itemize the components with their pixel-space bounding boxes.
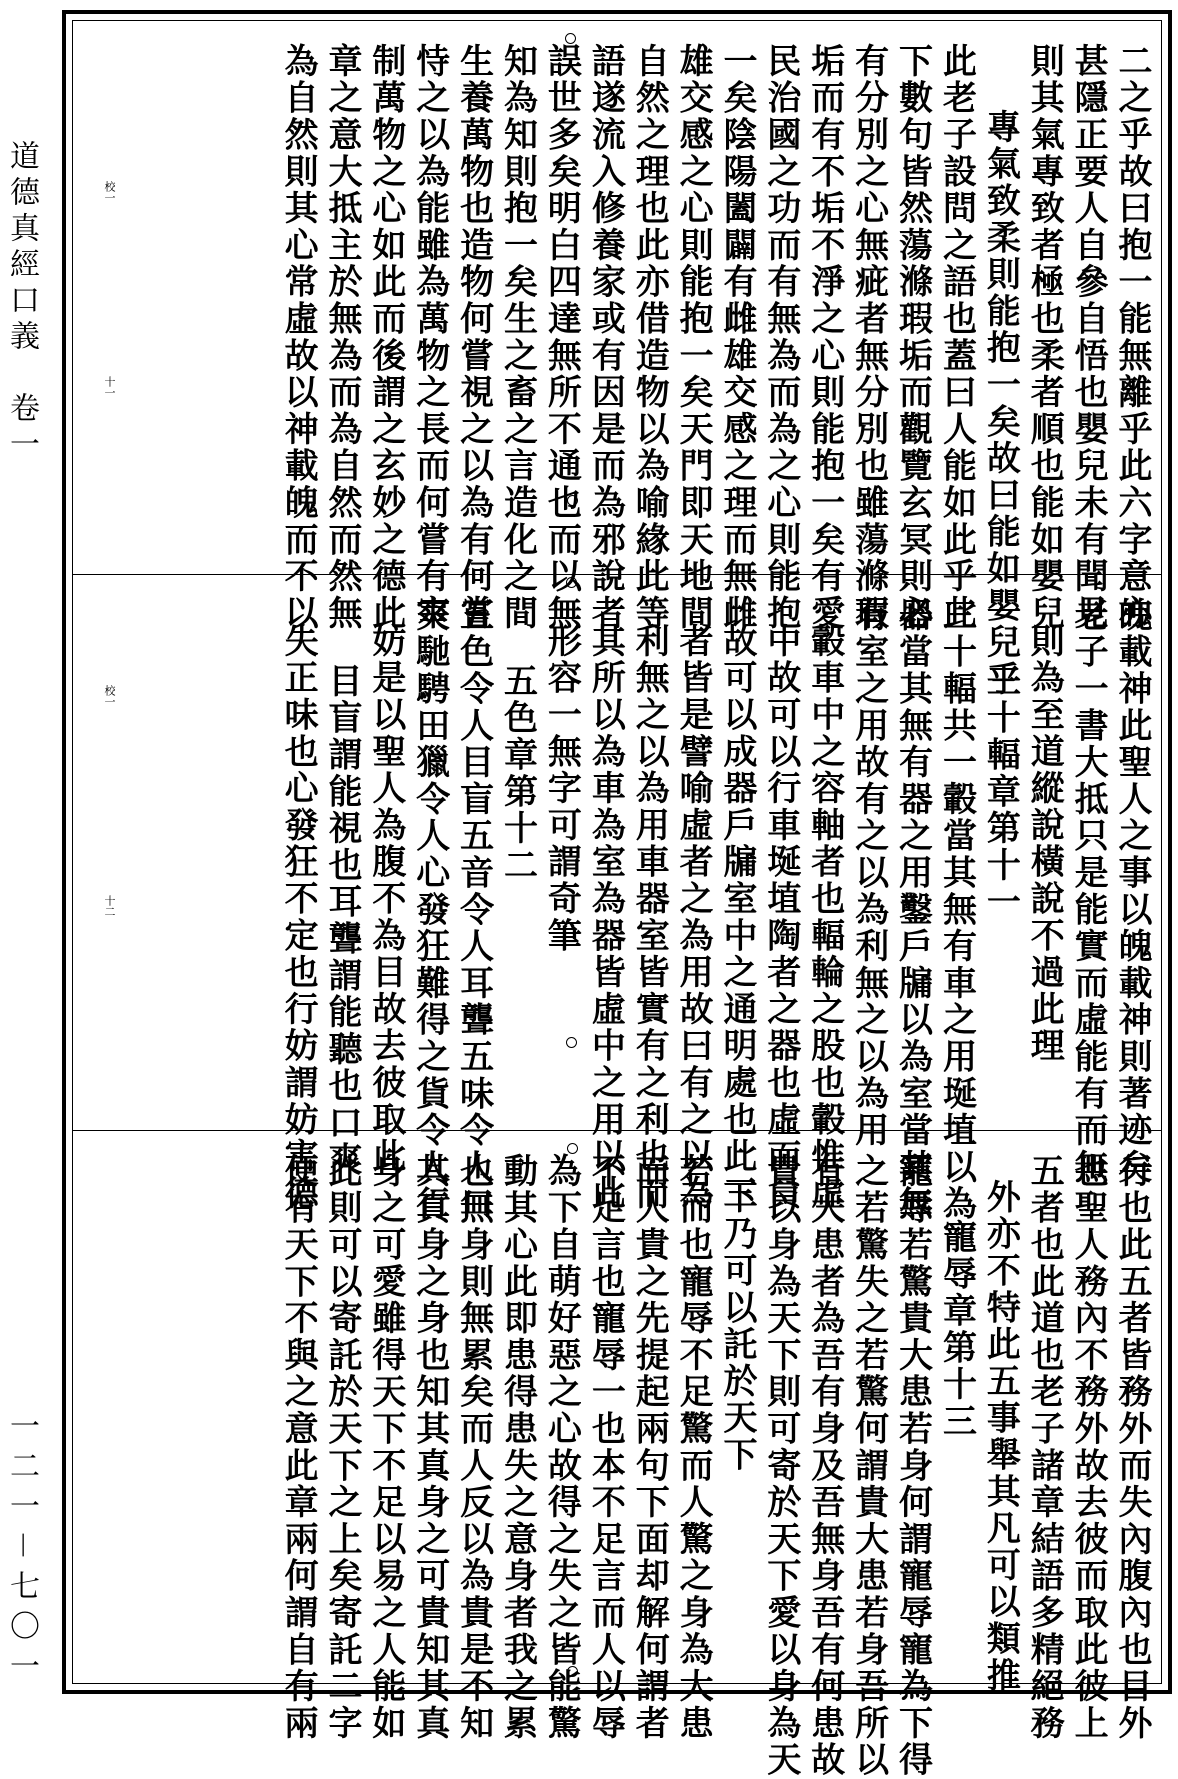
text-column: [495, 1145, 539, 1742]
punctuation-circle: [567, 1666, 578, 1677]
column-text: 則為至道縱說橫說不過此理: [1024, 623, 1065, 1065]
column-text: 形容一無字可謂奇筆: [541, 623, 582, 955]
text-column: [802, 589, 846, 1212]
column-text: 知為知則抱一矣生之畜之言造化之間: [497, 43, 538, 632]
column-text: 其真身之身也知其真身之可貴知其真: [409, 1153, 450, 1742]
column-text: 五色令人目盲五音令人耳聾五味令人口: [453, 597, 494, 1223]
column-text: 不足言也寵辱一也本不足言而人以辱: [585, 1153, 626, 1742]
text-column: [1109, 1145, 1153, 1742]
column-text: 便有天下不與之意此章兩何謂自有兩: [278, 1153, 319, 1742]
text-column: [275, 1145, 319, 1742]
text-column: [890, 589, 934, 1223]
column-text: 行也此五者皆務外而失內腹內也目外: [1112, 1153, 1152, 1742]
column-text: 二之乎故曰抱一能無離乎此六字意亦: [1112, 43, 1152, 632]
column-text: 語遂流入修養家或有因是而為邪說者: [585, 43, 626, 632]
column-text: 生養萬物也造物何嘗視之以為有何嘗: [453, 43, 494, 632]
text-column: [363, 1145, 407, 1742]
page-frame: [62, 10, 1172, 1779]
column-text: 老子一書大抵只是能實而虛能有而無: [1068, 597, 1109, 1186]
column-text: 誤世多矣明白四達無所不通也而以無: [541, 43, 582, 632]
column-text: 器當其無有器之用鑿戶牖以為室當其無: [892, 597, 933, 1223]
column-text: 寵辱章第十三: [936, 1219, 977, 1440]
text-column: [934, 1145, 978, 1677]
punctuation-circle: [566, 577, 577, 588]
text-column: [1065, 35, 1109, 632]
text-column: [539, 1145, 583, 1742]
text-column: [319, 589, 363, 1179]
column-group: [275, 1145, 1153, 1779]
punctuation-circle: [567, 1143, 578, 1154]
column-text: 利無之以為用車器室皆實有之利也而: [629, 623, 670, 1212]
text-column: [407, 589, 451, 1223]
page-number-margin: 一二一－七〇一: [4, 1410, 39, 1690]
column-text: 下數句皆然蕩滌瑕垢而觀覽玄冥則必: [892, 43, 933, 632]
column-text: 之若驚失之若驚何謂貴大患若身吾所以: [848, 1153, 889, 1779]
column-text: 有分別之心無疵者無分別也雖蕩滌瑕: [848, 43, 889, 632]
text-column: [451, 35, 495, 632]
text-column: [758, 35, 802, 632]
column-text: 三十輻共一轂當其無有車之用埏埴以為: [936, 597, 977, 1223]
column-text: 垢而有不垢不淨之心則能抱一矣有愛: [804, 43, 845, 632]
column-group: [275, 35, 1153, 698]
text-column: [407, 35, 451, 632]
column-text: 貴以身為天下則可寄於天下愛以身為天: [760, 1153, 801, 1779]
text-column: [1109, 589, 1153, 1186]
folio-mark: 校一: [103, 181, 116, 203]
text-column: [977, 35, 1021, 698]
punctuation-circle: [565, 33, 576, 44]
text-column: [934, 589, 978, 1223]
column-text: 其所以為車為室為器皆虛中之用以此: [585, 623, 626, 1212]
text-column: [582, 35, 626, 632]
punctuation-circle: [566, 1037, 577, 1048]
column-text: 動其心此即患得患失之意身者我之累: [497, 1153, 538, 1742]
text-column: [670, 35, 714, 632]
text-column: [363, 35, 407, 632]
column-text: 五者也此道也老子諸章結語多精絕務: [1024, 1153, 1065, 1742]
text-column: [934, 35, 978, 632]
column-text: 甚隱正要人自參自悟也嬰兒未有聞見: [1068, 43, 1109, 632]
column-text: 自然之理也此亦借造物以為喻緣此等: [629, 43, 670, 632]
text-column: [890, 1145, 934, 1779]
column-text: 一矣陰陽闔闢有雌雄交感之理而無雌: [716, 43, 757, 632]
text-band: [73, 574, 1161, 1223]
text-column: [626, 35, 670, 632]
text-column: [758, 589, 802, 1212]
text-column: [407, 1145, 451, 1742]
text-column: [539, 35, 583, 632]
text-block: [72, 20, 1162, 1779]
column-text: 五色章第十二: [497, 663, 538, 884]
book-title-margin: 道德真經口義 卷一: [4, 140, 39, 464]
text-column: [670, 1145, 714, 1742]
folio-mark: 十二: [103, 895, 116, 917]
column-text: 若而也寵辱不足驚而人驚之身為大患: [673, 1153, 714, 1742]
column-text: 此則可以寄託於天下之上矣寄託二字: [321, 1153, 362, 1742]
column-text: 章之意大抵主於無為而為自然而然無: [321, 43, 362, 632]
folio-mark: 十一: [103, 376, 116, 398]
column-text: 恃之以為能雖為萬物之長而何嘗有宰: [409, 43, 450, 632]
text-column: [802, 1145, 846, 1779]
text-column: [1065, 589, 1109, 1186]
text-band: [73, 21, 1161, 698]
text-band: [73, 1130, 1161, 1779]
text-column: [626, 589, 670, 1212]
column-text: 寵辱若驚貴大患若身何謂寵辱寵為下得: [892, 1153, 933, 1779]
column-text: 妨是以聖人為腹不為目故去彼取此: [365, 623, 406, 1175]
text-column: [495, 35, 539, 632]
column-text: 轂車中之容軸者也輻輪之股也轂惟虛: [804, 623, 845, 1212]
folio-mark: 校一: [103, 685, 116, 707]
column-text: 者皆是譬喻虛者之為用故曰有之以為: [673, 623, 714, 1212]
punctuation-circle: [567, 495, 578, 506]
column-text: 專氣致柔則能抱一矣故曰能如嬰兒乎: [980, 109, 1021, 698]
text-column: [451, 589, 495, 1223]
text-column: [977, 589, 1021, 1125]
text-column: [1021, 35, 1065, 632]
text-column: [670, 589, 714, 1212]
text-column: [714, 35, 758, 632]
column-text: 制萬物之心如此而後謂之玄妙之德此: [365, 43, 406, 632]
column-text: 有室之用故有之以為利無之以為用: [848, 597, 889, 1149]
text-column: [1065, 1145, 1109, 1742]
text-column: [758, 1145, 802, 1779]
column-text: 也無身則無累矣而人反以為貴是不知: [453, 1153, 494, 1742]
column-text: 而人貴之先提起兩句下面却解何謂者: [629, 1153, 670, 1742]
column-text: 魄載神此聖人之事以魄載神則著迹矣: [1112, 597, 1152, 1186]
column-text: 也聖人務內不務外故去彼而取此彼上: [1068, 1153, 1109, 1742]
text-column: [582, 589, 626, 1212]
column-text: 失正味也心發狂不定也行妨謂妨害德: [278, 623, 319, 1212]
column-text: 此老子設問之語也蓋曰人能如此乎此: [936, 43, 977, 632]
column-text: 外亦不特此五事舉其凡可以類推: [980, 1179, 1021, 1695]
column-text: 雄交感之心則能抱一矣天門即天地間: [673, 43, 714, 632]
text-column: [846, 589, 890, 1149]
text-column: [582, 1145, 626, 1742]
column-text: 身之可愛雖得天下不足以易之人能如: [365, 1153, 406, 1742]
column-text: 為下自萌好惡之心故得之失之皆能驚: [541, 1153, 582, 1742]
column-text: 則其氣專致者極也柔者順也能如嬰兒: [1024, 43, 1065, 632]
column-text: 有大患者為吾有身及吾無身吾有何患故: [804, 1153, 845, 1779]
text-column: [802, 35, 846, 632]
column-text: 目盲謂能視也耳聾謂能聽也口爽: [321, 663, 362, 1179]
text-column: [846, 1145, 890, 1779]
column-text: 民治國之功而有無為而為之心則能抱: [760, 43, 801, 632]
text-column: [363, 589, 407, 1175]
text-column: [714, 589, 758, 1212]
text-column: [626, 1145, 670, 1742]
column-text: 下乃可以託於天下: [716, 1179, 757, 1474]
text-column: [714, 1145, 758, 1677]
column-text: 三十輻章第十一: [980, 663, 1021, 921]
column-group: [275, 589, 1153, 1223]
text-column: [451, 1145, 495, 1742]
text-column: [1021, 589, 1065, 1125]
text-column: [319, 1145, 363, 1742]
column-text: 中故可以行車埏埴陶者之器也虛而員: [760, 623, 801, 1212]
text-column: [319, 35, 363, 632]
text-column: [275, 35, 319, 632]
text-column: [1021, 1145, 1065, 1742]
text-column: [1109, 35, 1153, 632]
column-text: 爽馳騁田獵令人心發狂難得之貨令人行: [409, 597, 450, 1223]
column-text: 為自然則其心常虛故以神載魄而不以: [278, 43, 319, 632]
text-column: [846, 35, 890, 632]
column-text: 故可以成器戶牖室中之通明處也此三: [716, 623, 757, 1212]
text-column: [890, 35, 934, 632]
text-column: [495, 589, 539, 1125]
text-column: [977, 1145, 1021, 1695]
text-column: [275, 589, 319, 1212]
